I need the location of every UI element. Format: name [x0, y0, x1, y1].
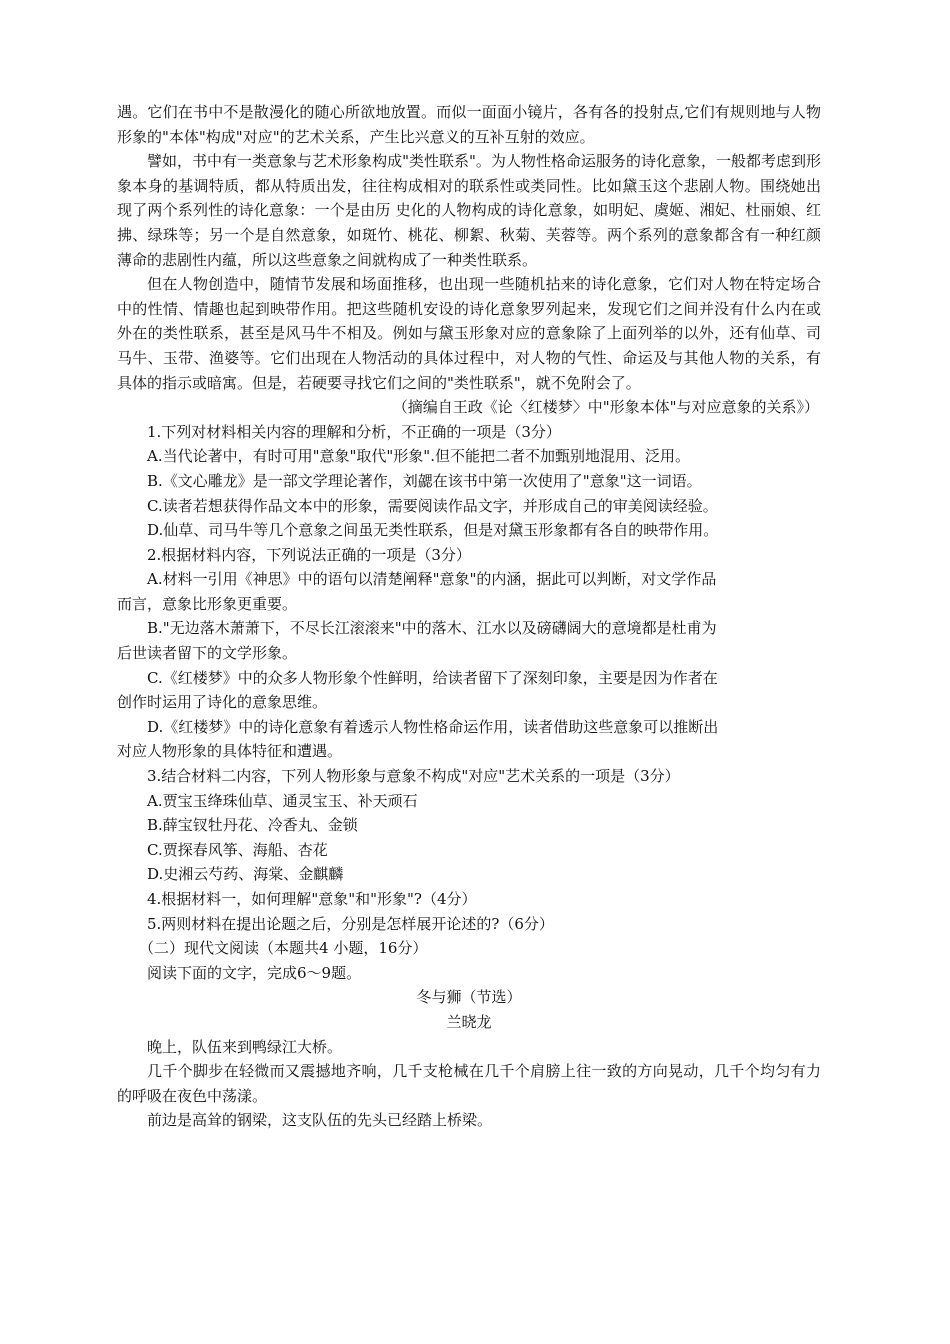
question-3-option-a: A.贾宝玉绛珠仙草、通灵宝玉、补天顽石: [147, 791, 418, 810]
question-1-option-b: B.《文心雕龙》是一部文学理论著作，刘勰在该书中第一次使用了"意象"这一词语。: [147, 471, 702, 490]
story-title: 冬与狮（节选）: [416, 988, 522, 1007]
question-1-option-d: D.仙草、司马牛等几个意象之间虽无类性联系，但是对黛玉形象都有各自的映带作用。: [147, 521, 719, 540]
question-2-option-c-continued: 创作时运用了诗化的意象思维。: [117, 693, 328, 712]
section-heading: （二）现代文阅读（本题共4 小题，16分）: [139, 939, 428, 958]
question-2-option-c: C.《红楼梦》中的众多人物形象个性鲜明，给读者留下了深刻印象，主要是因为作者在: [147, 668, 718, 687]
section-instruction: 阅读下面的文字，完成6～9题。: [147, 963, 362, 982]
question-3-option-b: B.薛宝钗牡丹花、冷香丸、金锁: [147, 816, 358, 835]
citation: （摘编自王政《论〈红楼梦〉中"形象本体"与对应意象的关系》）: [392, 398, 819, 417]
question-3: [117, 764, 821, 887]
question-3-option-d: D.史湘云芍药、海棠、金麒麟: [147, 865, 344, 884]
question-1-stem: 1.下列对材料相关内容的理解和分析，不正确的一项是（3分）: [147, 422, 561, 441]
question-2-stem: 2.根据材料内容，下列说法正确的一项是（3分）: [147, 545, 471, 564]
question-1: [117, 420, 821, 543]
question-2-option-a: A.材料一引用《神思》中的语句以清楚阐释"意象"的内涵，据此可以判断，对文学作品: [147, 570, 717, 589]
material2-paragraph-2: 譬如，书中有一类意象与艺术形象构成"类性联系"。为人物性格命运服务的诗化意象，一般都考虑到形象本身的基调特质，都从特质出发，往往构成相对的联系性或类同性。比如黛玉这个悲剧人物。围绕她出现了两个系列性的诗化意象：一个是由历 史化的人物构成的诗化意象，如明妃、虞姬、湘妃、杜丽娘、红拂、绿珠等；另一个是自然意象，如斑竹、桃花、柳絮、秋菊、芙蓉等。两个系列的意象都含有一种红颜薄命的悲剧性内蕴，所以这些意象之间就构成了一种类性联系。: [117, 152, 821, 269]
question-1-option-c: C.读者若想获得作品文本中的形象，需要阅读作品文字，并形成自己的审美阅读经验。: [147, 496, 718, 515]
story-paragraph-2: 几千个脚步在轻微而又震撼地齐响，几千支枪械在几千个肩膀上往一致的方向晃动，几千个均匀有力的呼吸在夜色中荡漾。: [117, 1062, 821, 1105]
material2-paragraph-3: 但在人物创造中，随情节发展和场面推移，也出现一些随机拈来的诗化意象，它们对人物在特定场合中的性情、情趣也起到映带作用。把这些随机安设的诗化意象罗列起来，发现它们之间并没有什么内在或外在的类性联系，甚至是风马牛不相及。例如与黛玉形象对应的意象除了上面列举的以外，还有仙草、司马牛、玉带、渔婆等。它们出现在人物活动的具体过程中，对人物的气性、命运及与其他人物的关系，有具体的指示或暗寓。但是，若硬要寻找它们之间的"类性联系"，就不免附会了。: [117, 275, 821, 392]
story-paragraph-3: 前边是高耸的钢梁，这支队伍的先头已经踏上桥梁。: [147, 1111, 493, 1130]
question-5: 5.两则材料在提出论题之后，分别是怎样展开论述的?（6分）: [147, 914, 554, 933]
story-author: 兰晓龙: [446, 1012, 492, 1031]
question-3-option-c: C.贾探春风筝、海船、杏花: [147, 840, 328, 859]
question-2-option-d: D.《红楼梦》中的诗化意象有着透示人物性格命运作用，读者借助这些意象可以推断出: [147, 717, 719, 736]
material2-paragraph-1: 遇。它们在书中不是散漫化的随心所欲地放置。而似一面面小镜片，各有各的投射点,它们有规则地与人物形象的"本体"构成"对应"的艺术关系，产生比兴意义的互补互射的效应。: [117, 103, 821, 146]
question-2-option-d-continued: 对应人物形象的具体特征和遭遇。: [117, 742, 343, 761]
question-2-option-b-continued: 后世读者留下的文学形象。: [117, 644, 298, 663]
question-2-option-a-continued: 而言，意象比形象更重要。: [117, 594, 298, 613]
page-content: [117, 100, 821, 1133]
question-2-option-b: B."无边落木萧萧下，不尽长江滚滚来"中的落木、江水以及磅礴阔大的意境都是杜甫为: [147, 619, 717, 638]
question-2: [117, 543, 821, 764]
story-paragraph-1: 晚上，队伍来到鸭绿江大桥。: [147, 1037, 343, 1056]
question-4: 4.根据材料一，如何理解"意象"和"形象"?（4分）: [147, 890, 477, 908]
question-3-stem: 3.结合材料二内容，下列人物形象与意象不构成"对应"艺术关系的一项是（3分）: [147, 767, 680, 786]
question-1-option-a: A.当代论著中，有时可用"意象"取代"形象".但不能把二者不加甄别地混用、泛用。: [147, 447, 690, 466]
